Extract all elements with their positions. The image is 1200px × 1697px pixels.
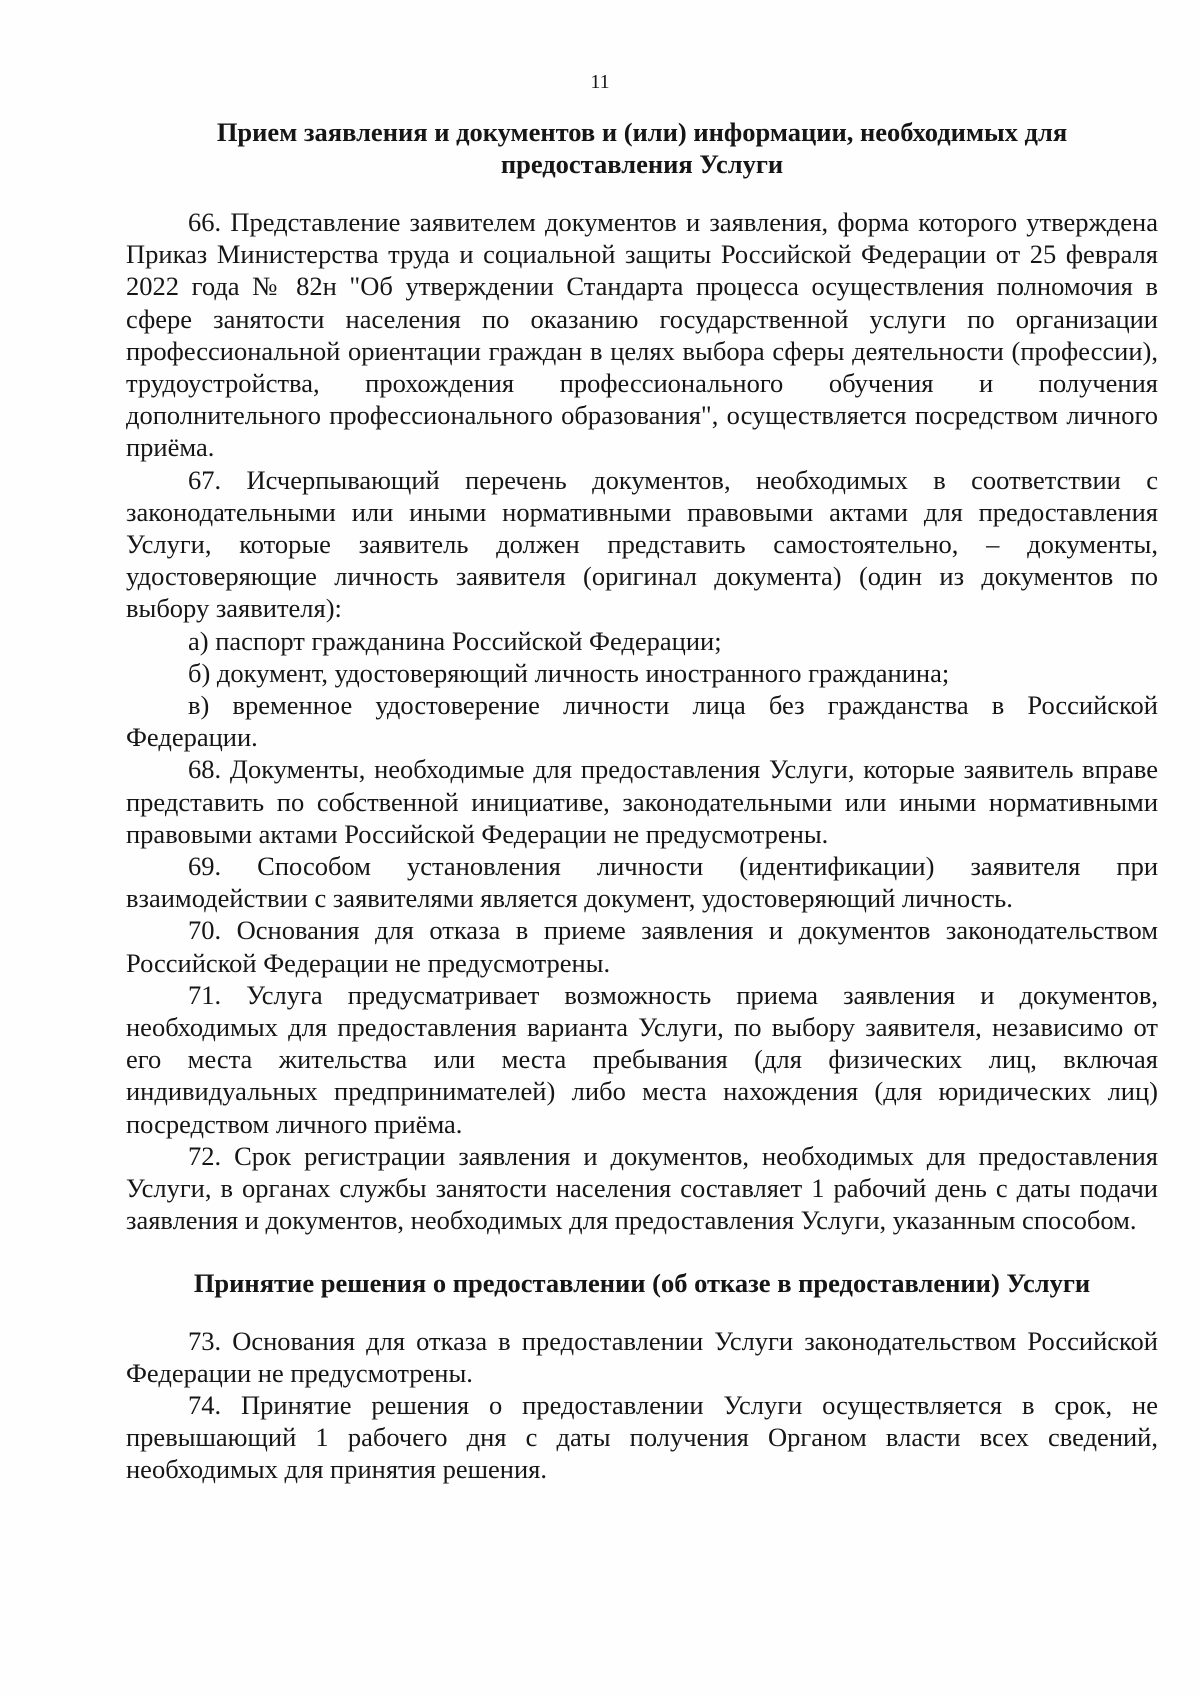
paragraph-71: 71. Услуга предусматривает возможность приема заявления и документов, необходимых для предоставления варианта Услуги, по выбору заявителя, независимо от его места жительства или места пребывания (для физических лиц, включая индивидуальных предпринимателей) либо места нахождения (для юридических лиц) посредством личного приёма. (126, 979, 1158, 1139)
paragraph-67: 67. Исчерпывающий перечень документов, необходимых в соответствии с законодательными или иными нормативными правовыми актами для предоставления Услуги, которые заявитель должен представить самостоятельно, – документы, удостоверяющие личность заявителя (оригинал документа) (один из документов по выбору заявителя): (126, 464, 1158, 624)
paragraph-72: 72. Срок регистрации заявления и документов, необходимых для предоставления Услуги, в органах службы занятости населения составляет 1 рабочий день с даты подачи заявления и документов, необходимых для предоставления Услуги, указанным способом. (126, 1140, 1158, 1236)
paragraph-74: 74. Принятие решения о предоставлении Услуги осуществляется в срок, не превышающий 1 рабочего дня с даты получения Органом власти всех сведений, необходимых для принятия решения. (126, 1389, 1158, 1485)
list-item-b: б) документ, удостоверяющий личность иностранного гражданина; (188, 657, 950, 688)
list-item-a: а) паспорт гражданина Российской Федерации; (188, 625, 722, 656)
paragraph-69: 69. Способом установления личности (идентификации) заявителя при взаимодействии с заявителями является документ, удостоверяющий личность. (126, 851, 1158, 914)
document-body (126, 116, 1158, 1486)
list-item-v: в) временное удостоверение личности лица без гражданства в Российской Федерации. (126, 690, 1158, 753)
section-heading-reception: Прием заявления и документов и (или) информации, необходимых для предоставления Услуги (216, 117, 1068, 179)
paragraph-68: 68. Документы, необходимые для предоставления Услуги, которые заявитель вправе представить по собственной инициативе, законодательными или иными нормативными правовыми актами Российской Федерации не предусмотрены. (126, 754, 1158, 849)
paragraph-73: 73. Основания для отказа в предоставлении Услуги законодательством Российской Федерации не предусмотрены. (126, 1325, 1158, 1388)
page-number: 11 (590, 71, 610, 93)
paragraph-66: 66. Представление заявителем документов и заявления, форма которого утверждена Приказ Министерства труда и социальной защиты Российской Федерации от 25 февраля 2022 года № 82н "Об утверждении Стандарта процесса осуществления полномочия в сфере занятости населения по оказанию государственной услуги по организации профессиональной ориентации граждан в целях выбора сферы деятельности (профессии), трудоустройства, прохождения профессионального обучения и получения дополнительного профессионального образования", осуществляется посредством личного приёма. (126, 207, 1158, 463)
section-heading-decision: Принятие решения о предоставлении (об отказе в предоставлении) Услуги (193, 1267, 1091, 1298)
paragraph-70: 70. Основания для отказа в приеме заявления и документов законодательством Российской Федерации не предусмотрены. (126, 915, 1158, 978)
